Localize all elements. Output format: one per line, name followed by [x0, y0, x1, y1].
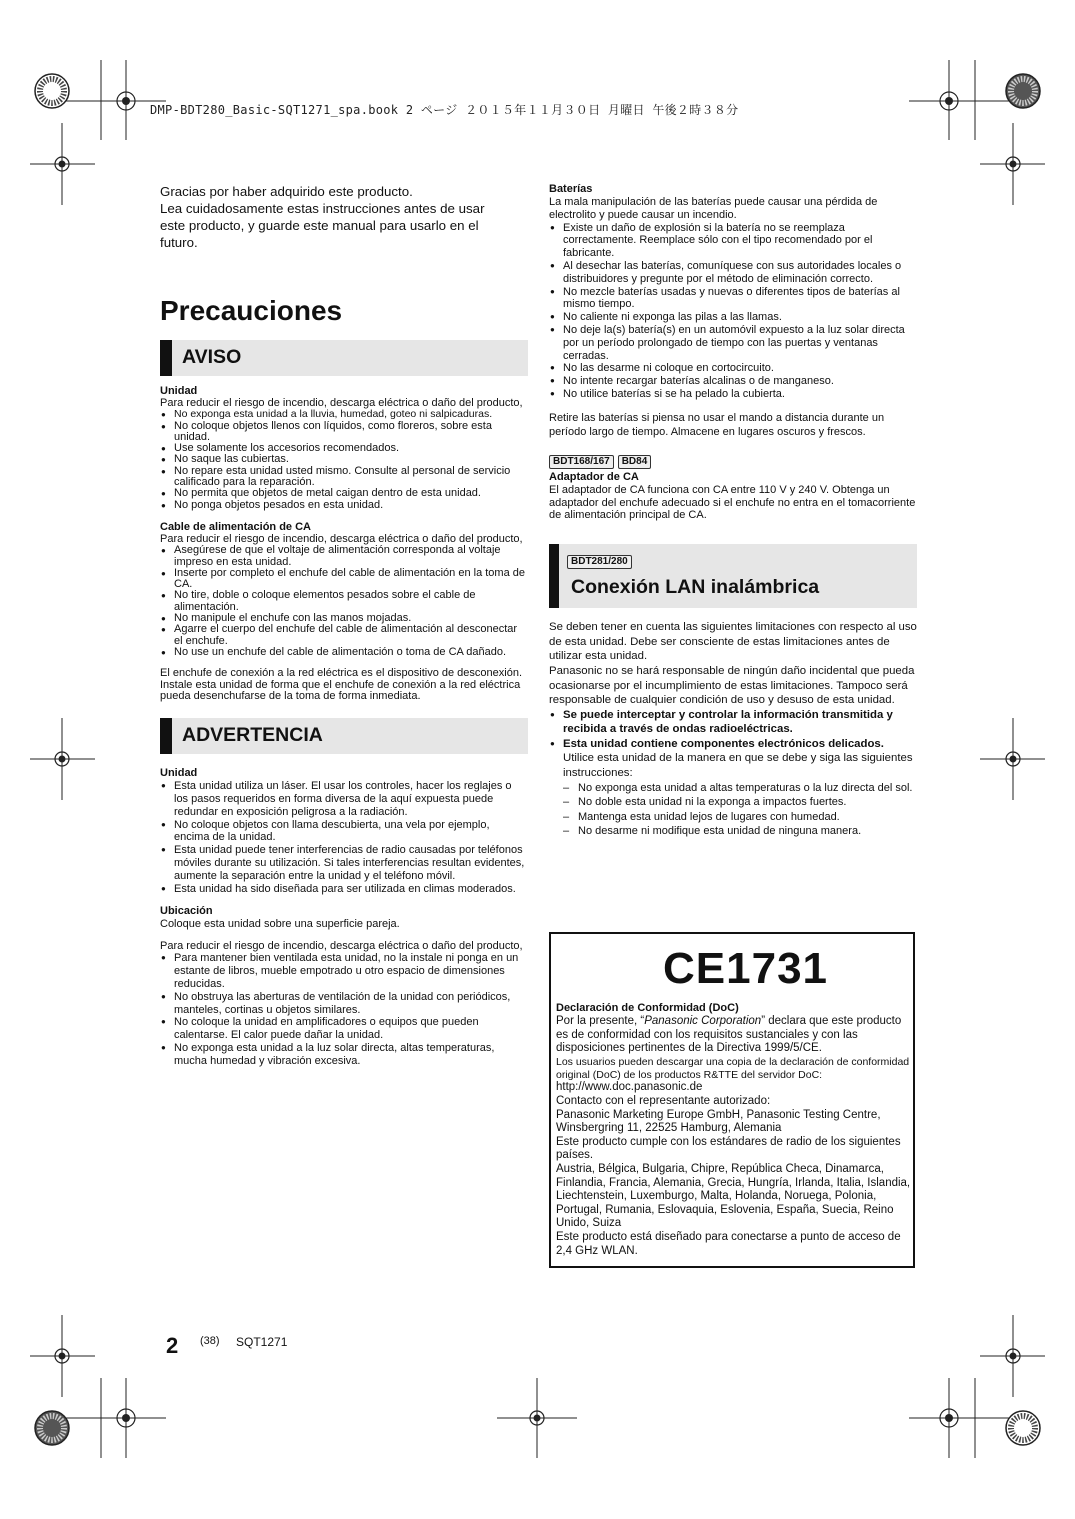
doc-url: http://www.doc.panasonic.de — [556, 1081, 703, 1094]
subheading-baterias: Baterías — [549, 183, 593, 195]
paragraph: Este producto cumple con los estándares de radio de los siguientes países. — [556, 1135, 901, 1162]
subheading-cable: Cable de alimentación de CA — [160, 520, 311, 533]
ce-mark: CE1731 — [663, 944, 829, 993]
list-item: ● No intente recargar baterías alcalinas o de manganeso. — [549, 375, 917, 388]
page-number: 2 — [166, 1333, 179, 1358]
heading-marker — [160, 340, 172, 376]
list-item: ● No permita que objetos de metal caigan dentro de esta unidad. — [160, 488, 528, 499]
lan-heading: Conexión LAN inalámbrica — [571, 576, 820, 599]
list-item: ● Esta unidad ha sido diseñada para ser utilizada en climas moderados. — [160, 883, 528, 896]
list-item: ● No tire, doble o coloque elementos pesados sobre el cable de alimentación. — [160, 590, 528, 613]
list-item: ● Al desechar las baterías, comuníquese con sus autoridades locales o distribuidores y pregunte por el método de eliminación correcto. — [549, 260, 917, 286]
paragraph: Utilice esta unidad de la manera en que se debe y siga las siguientes instrucciones: — [563, 752, 913, 780]
intro-text — [160, 183, 528, 251]
model-tag: BDT281/280 — [567, 555, 632, 569]
list-item: ● No exponga esta unidad a la luz solar directa, altas temperaturas, mucha humedad y vibración excesiva. — [160, 1042, 528, 1068]
bullet-list — [160, 952, 528, 1067]
paragraph: Instale esta unidad de forma que el enchufe de conexión a la red eléctrica pueda desenchufarse de la toma de forma inmediata. — [160, 678, 521, 702]
doc-heading: Declaración de Conformidad (DoC) — [556, 1002, 739, 1014]
bullet-list — [549, 708, 917, 752]
bullet-list — [160, 545, 528, 658]
intro-line: futuro. — [160, 235, 198, 250]
list-item: ● Inserte por completo el enchufe del cable de alimentación en la toma de CA. — [160, 568, 528, 591]
paragraph: Panasonic Marketing Europe GmbH, Panasonic Testing Centre, Winsbergring 11, 22525 Hamburg, Alemania — [556, 1108, 881, 1135]
model-tags — [549, 451, 917, 469]
list-item: ● No caliente ni exponga las pilas a las llamas. — [549, 311, 917, 324]
paragraph: Para reducir el riesgo de incendio, descarga eléctrica o daño del producto, — [160, 397, 523, 409]
paragraph: La mala manipulación de las baterías puede causar una pérdida de electrolito y puede causar un incendio. — [549, 196, 878, 221]
lan-heading-bar — [549, 544, 917, 608]
paragraph: Para reducir el riesgo de incendio, descarga eléctrica o daño del producto, — [160, 532, 523, 545]
aviso-heading-bar — [160, 340, 528, 376]
list-item: ● No utilice baterías si se ha pelado la cubierta. — [549, 388, 917, 401]
heading-marker — [160, 718, 172, 754]
intro-line: Gracias por haber adquirido este producto. — [160, 184, 413, 199]
subheading-adaptador: Adaptador de CA — [549, 470, 639, 483]
subheading-ubicacion: Ubicación — [160, 905, 213, 918]
list-item: ● Use solamente los accesorios recomendados. — [160, 443, 528, 454]
list-item: ● No coloque objetos con llama descubierta, una vela por ejemplo, encima de la unidad. — [160, 819, 528, 845]
paragraph: Coloque esta unidad sobre una superficie pareja. — [160, 918, 400, 931]
list-item: – Mantenga esta unidad lejos de lugares con humedad. — [563, 810, 917, 825]
list-item: ● No obstruya las aberturas de ventilación de la unidad con periódicos, manteles, cortinas u objetos similares. — [160, 991, 528, 1017]
text-span: ” declara que este producto es de conformidad con los requisitos sustanciales y con las disposiciones pertinentes de la Directiva 1999/5/CE. — [556, 1015, 902, 1055]
text-span: Por la presente, “ — [556, 1015, 645, 1027]
doc-body — [556, 1002, 912, 1258]
bullet-list — [160, 780, 528, 895]
paragraph: Retire las baterías si piensa no usar el mando a distancia durante un período largo de tiempo. Almacene en lugares oscuros y frescos. — [549, 411, 885, 438]
list-item: ● Agarre el cuerpo del enchufe del cable de alimentación al desconectar el enchufe. — [160, 624, 528, 647]
heading-marker — [549, 544, 559, 608]
paragraph: Este producto está diseñado para conectarse a punto de acceso de 2,4 GHz WLAN. — [556, 1230, 901, 1257]
dash-list — [549, 781, 917, 839]
left-column — [160, 183, 528, 1068]
paragraph: El enchufe de conexión a la red eléctrica es el dispositivo de desconexión. — [160, 667, 523, 680]
list-item: ● No saque las cubiertas. — [160, 454, 528, 465]
right-column — [549, 183, 917, 839]
book-header-line: DMP-BDT280_Basic-SQT1271_spa.book 2 ページ ２０１５年１１月３０日 月曜日 午後２時３８分 — [150, 103, 739, 117]
document-code: SQT1271 — [236, 1335, 288, 1349]
list-item: ● No coloque la unidad en amplificadores o equipos que pueden calentarse. El calor puede dañar la unidad. — [160, 1016, 528, 1042]
list-item: ● No coloque objetos llenos con líquidos, como floreros, sobre esta unidad. — [160, 421, 528, 444]
doc-box — [549, 932, 915, 1268]
company-name: Panasonic Corporation — [644, 1015, 762, 1027]
intro-line: este producto, y guarde este manual para usarlo en el — [160, 218, 479, 233]
subheading-unidad: Unidad — [160, 385, 198, 397]
bullet-list — [160, 409, 528, 511]
aviso-heading: AVISO — [182, 346, 242, 368]
subheading-unidad: Unidad — [160, 767, 198, 780]
spacer — [549, 401, 917, 411]
list-item: – No doble esta unidad ni la exponga a impactos fuertes. — [563, 795, 917, 810]
page-subnumber: (38) — [200, 1335, 220, 1347]
list-item: ● No manipule el enchufe con las manos mojadas. — [160, 613, 528, 624]
list-item: ● No repare esta unidad usted mismo. Consulte al personal de servicio calificado para la reparación. — [160, 466, 528, 489]
list-item: ● No deje la(s) batería(s) en un automóvil expuesto a la luz solar directa por un período prolongado de tiempo con las puertas y ventanas cerradas. — [549, 324, 917, 362]
bullet-list — [549, 222, 917, 401]
paragraph: Austria, Bélgica, Bulgaria, Chipre, República Checa, Dinamarca, Finlandia, Francia, Alemania, Grecia, Hungría, Irlanda, Italia, Islandia, Liechtenstein, Luxemburgo, Malta, Holanda, Noruega, Polonia, Portugal, Rumania, Eslovaquia, Eslovenia, España, Suecia, Reino Unido, Suiza — [556, 1162, 911, 1230]
list-item: ● Se puede interceptar y controlar la información transmitida y recibida a través de ondas radioeléctricas. — [549, 708, 917, 737]
paragraph: Contacto con el representante autorizado: — [556, 1094, 771, 1107]
list-item: ● Esta unidad puede tener interferencias de radio causadas por teléfonos móviles durante su utilización. Si tales interferencias resultan evidentes, aumente la separación entre la unidad y el teléfono móvil. — [160, 844, 528, 882]
paragraph: El adaptador de CA funciona con CA entre 110 V y 240 V. Obtenga un adaptador del enchufe adecuado si el enchufe no entra en el tomacorriente de alimentación principal de CA. — [549, 483, 916, 522]
list-item: ● Asegúrese de que el voltaje de alimentación corresponda al voltaje impreso en esta unidad. — [160, 545, 528, 568]
advertencia-heading: ADVERTENCIA — [182, 724, 323, 747]
advertencia-heading-bar — [160, 718, 528, 754]
paragraph: Panasonic no se hará responsable de ningún daño incidental que pueda ocasionarse por el incumplimiento de estas limitaciones. Tampoco será responsable de cualquier condición de uso y desuso de esta unidad. — [549, 664, 915, 707]
paragraph: Los usuarios pueden descargar una copia de la declaración de conformidad original (DoC) de los productos R&TTE del servidor DoC: — [556, 1055, 910, 1081]
paragraph — [556, 1015, 912, 1056]
list-item: ● No mezcle baterías usadas y nuevas o diferentes tipos de baterías al mismo tiempo. — [549, 286, 917, 312]
page-title: Precauciones — [160, 295, 343, 326]
list-item: ● No ponga objetos pesados en esta unidad. — [160, 500, 528, 511]
list-item: ● No exponga esta unidad a la lluvia, humedad, goteo ni salpicaduras. — [160, 409, 528, 420]
list-item: ● Esta unidad utiliza un láser. El usar los controles, hacer los reglajes o los pasos requeridos en forma diversa de la aquí expuesta puede redundar en exposición peligrosa a la radiación. — [160, 780, 528, 818]
model-tag: BD84 — [618, 455, 652, 469]
paragraph: Para reducir el riesgo de incendio, descarga eléctrica o daño del producto, — [160, 940, 523, 953]
list-item: ● Para mantener bien ventilada esta unidad, no la instale ni ponga en un estante de libros, mueble empotrado u otro espacio de dimensiones reducidas. — [160, 952, 528, 990]
list-item: ● Esta unidad contiene componentes electrónicos delicados. — [549, 737, 917, 752]
list-item: ● No use un enchufe del cable de alimentación o toma de CA dañado. — [160, 647, 528, 658]
intro-line: Lea cuidadosamente estas instrucciones antes de usar — [160, 201, 485, 216]
list-item: – No exponga esta unidad a altas temperaturas o la luz directa del sol. — [563, 781, 917, 796]
paragraph: Se deben tener en cuenta las siguientes limitaciones con respecto al uso de esta unidad. Debe ser consciente de estas limitaciones antes de utilizar esta unidad. — [549, 621, 917, 663]
list-item: ● No las desarme ni coloque en cortocircuito. — [549, 362, 917, 375]
list-item: – No desarme ni modifique esta unidad de ninguna manera. — [563, 824, 917, 839]
model-tag: BDT168/167 — [549, 455, 614, 469]
list-item: ● Existe un daño de explosión si la batería no se reemplaza correctamente. Reemplace sólo con el tipo recomendado por el fabricante. — [549, 222, 917, 260]
lan-model-tag-wrap — [567, 551, 636, 569]
